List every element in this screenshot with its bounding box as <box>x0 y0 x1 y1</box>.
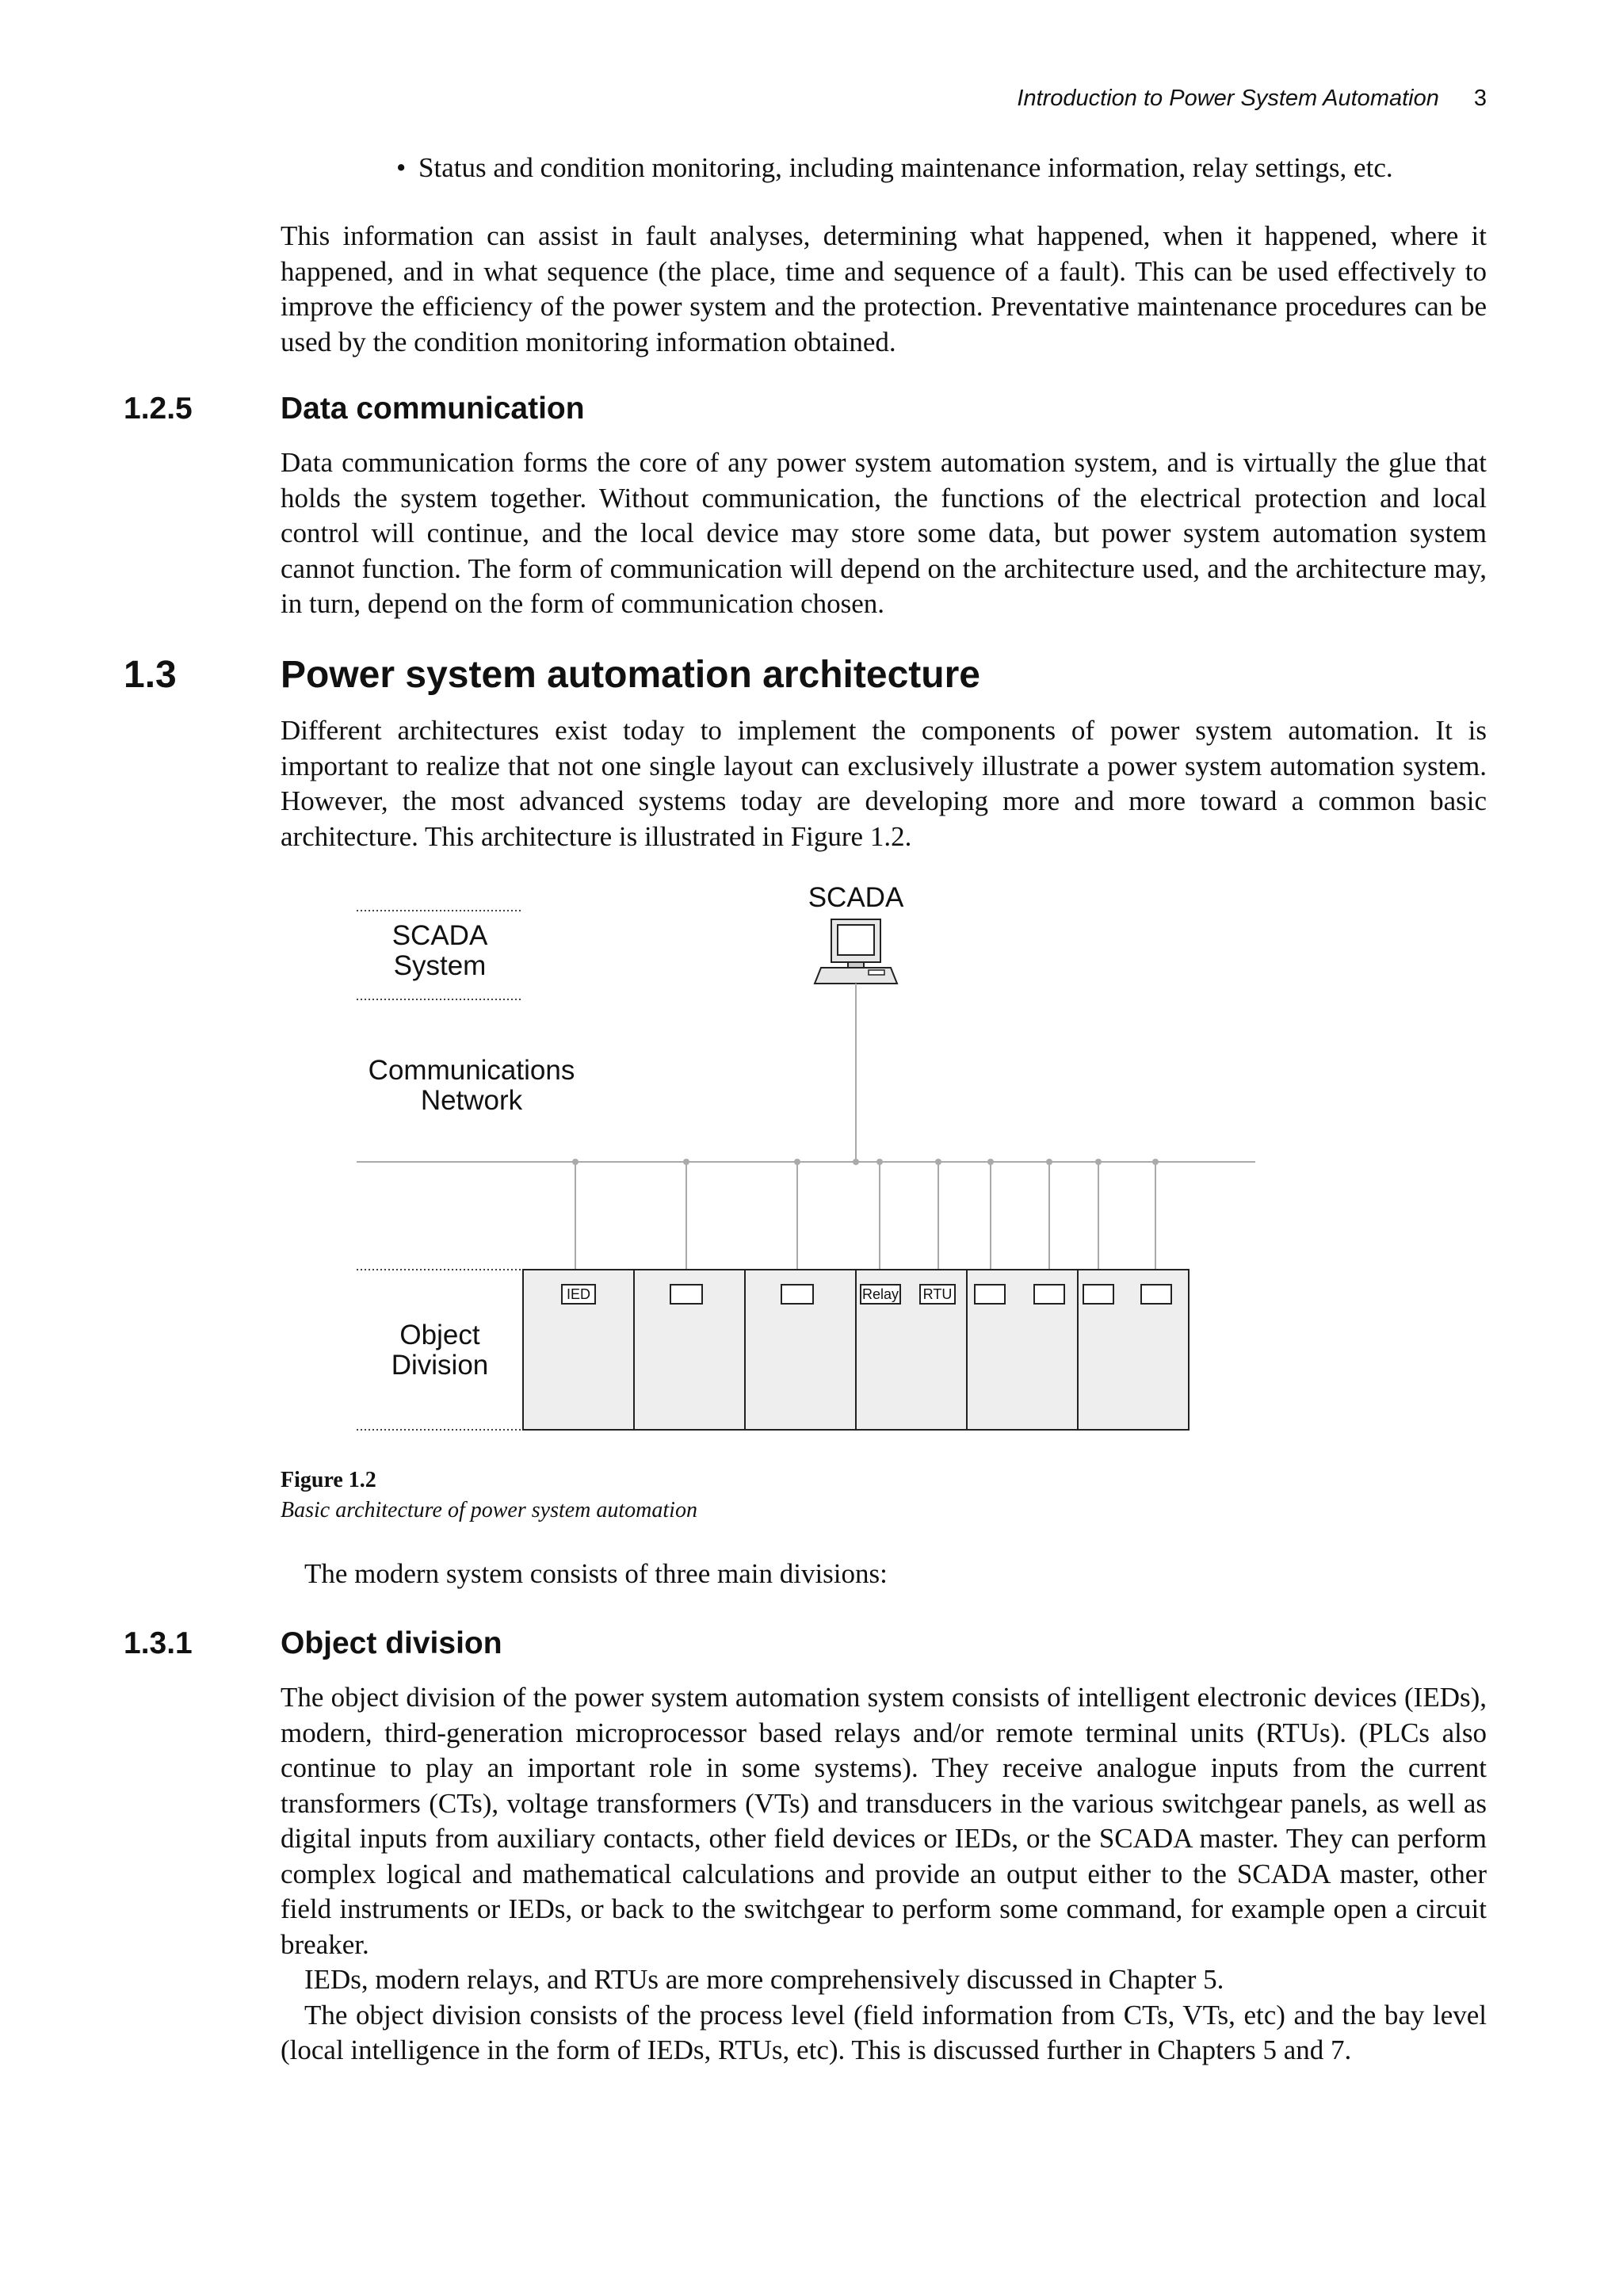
computer-icon <box>815 919 897 984</box>
section-number: 1.3.1 <box>124 1626 193 1660</box>
paragraph-modern-system: The modern system consists of three main divisions: <box>304 1558 888 1589</box>
section-title: Object division <box>281 1626 502 1660</box>
section-number: 1.3 <box>124 654 177 696</box>
section-number: 1.2.5 <box>124 392 193 426</box>
object-division-body <box>281 1680 1487 2069</box>
communications-network-label-line2: Network <box>420 1085 523 1116</box>
device-label-ied: IED <box>566 1286 590 1302</box>
device-label-rtu: RTU <box>922 1286 953 1302</box>
page-number: 3 <box>1473 86 1487 111</box>
paragraph-object-division-3: The object division consists of the process level (field information from CTs, VTs, etc) and the bay level (local intelligence in the form of IEDs, RTUs, etc). This is discussed further in Chapters 5 and 7. <box>281 1999 1487 2065</box>
section-title: Data communication <box>281 392 585 426</box>
paragraph-architecture: Different architectures exist today to implement the components of power system automation. It is important to realize that not one single layout can exclusively illustrate a power system automation system. However, the most advanced systems today are developing more and more toward a common basic architecture. This architecture is illustrated in Figure 1.2. <box>281 715 1487 852</box>
figure-architecture-diagram <box>349 880 1268 1450</box>
running-head <box>1017 86 1487 112</box>
scada-system-label-line2: System <box>393 950 487 981</box>
communications-network-label-line1: Communications <box>368 1055 575 1086</box>
bullet-symbol: • <box>396 152 407 183</box>
figure-caption-text: Basic architecture of power system automation <box>281 1498 697 1522</box>
running-head-title: Introduction to Power System Automation <box>1017 86 1439 111</box>
bullet-text: Status and condition monitoring, including maintenance information, relay settings, etc. <box>418 152 1393 183</box>
bullet-item <box>396 151 1490 186</box>
scada-system-label-line1: SCADA <box>391 920 488 951</box>
object-division-label-line2: Division <box>391 1350 489 1381</box>
paragraph-fault-analysis: This information can assist in fault analyses, determining what happened, when it happened, where it happened, and in what sequence (the place, time and sequence of a fault). This can be used effectively to improve the efficiency of the power system and the protection. Preventative maintenance procedures can be used by the condition monitoring information obtained. <box>281 220 1487 357</box>
device-label-relay: Relay <box>861 1286 899 1302</box>
object-division-label-line1: Object <box>399 1320 480 1350</box>
paragraph-object-division-2: IEDs, modern relays, and RTUs are more comprehensively discussed in Chapter 5. <box>304 1964 1224 1995</box>
scada-label: SCADA <box>808 882 904 913</box>
section-heading-1-3 <box>124 653 980 697</box>
paragraph-data-communication: Data communication forms the core of any power system automation system, and is virtually the glue that holds the system together. Without communication, the functions of the electrical protection and local control will continue, and the local device may store some data, but power system automation system cannot function. The form of communication will depend on the architecture used, and the architecture may, in turn, depend on the form of communication chosen. <box>281 447 1487 619</box>
section-heading-1-3-1 <box>124 1626 502 1661</box>
figure-caption-number: Figure 1.2 <box>281 1468 376 1492</box>
paragraph-object-division-1: The object division of the power system automation system consists of intelligent electronic devices (IEDs), modern, third-generation microprocessor based relays and/or remote terminal units (RTUs). (PLCs also continue to play an important role in some systems). They receive analogue inputs from the current transformers (CTs), voltage transformers (VTs) and transducers in the various switchgear panels, as well as digital inputs from auxiliary contacts, other field devices or IEDs, or the SCADA master. They can perform complex logical and mathematical calculations and provide an output either to the SCADA master, other field instruments or IEDs, or back to the switchgear to perform some command, for example open a circuit breaker. <box>281 1682 1487 1960</box>
section-title: Power system automation architecture <box>281 654 980 696</box>
section-heading-1-2-5 <box>124 392 585 426</box>
